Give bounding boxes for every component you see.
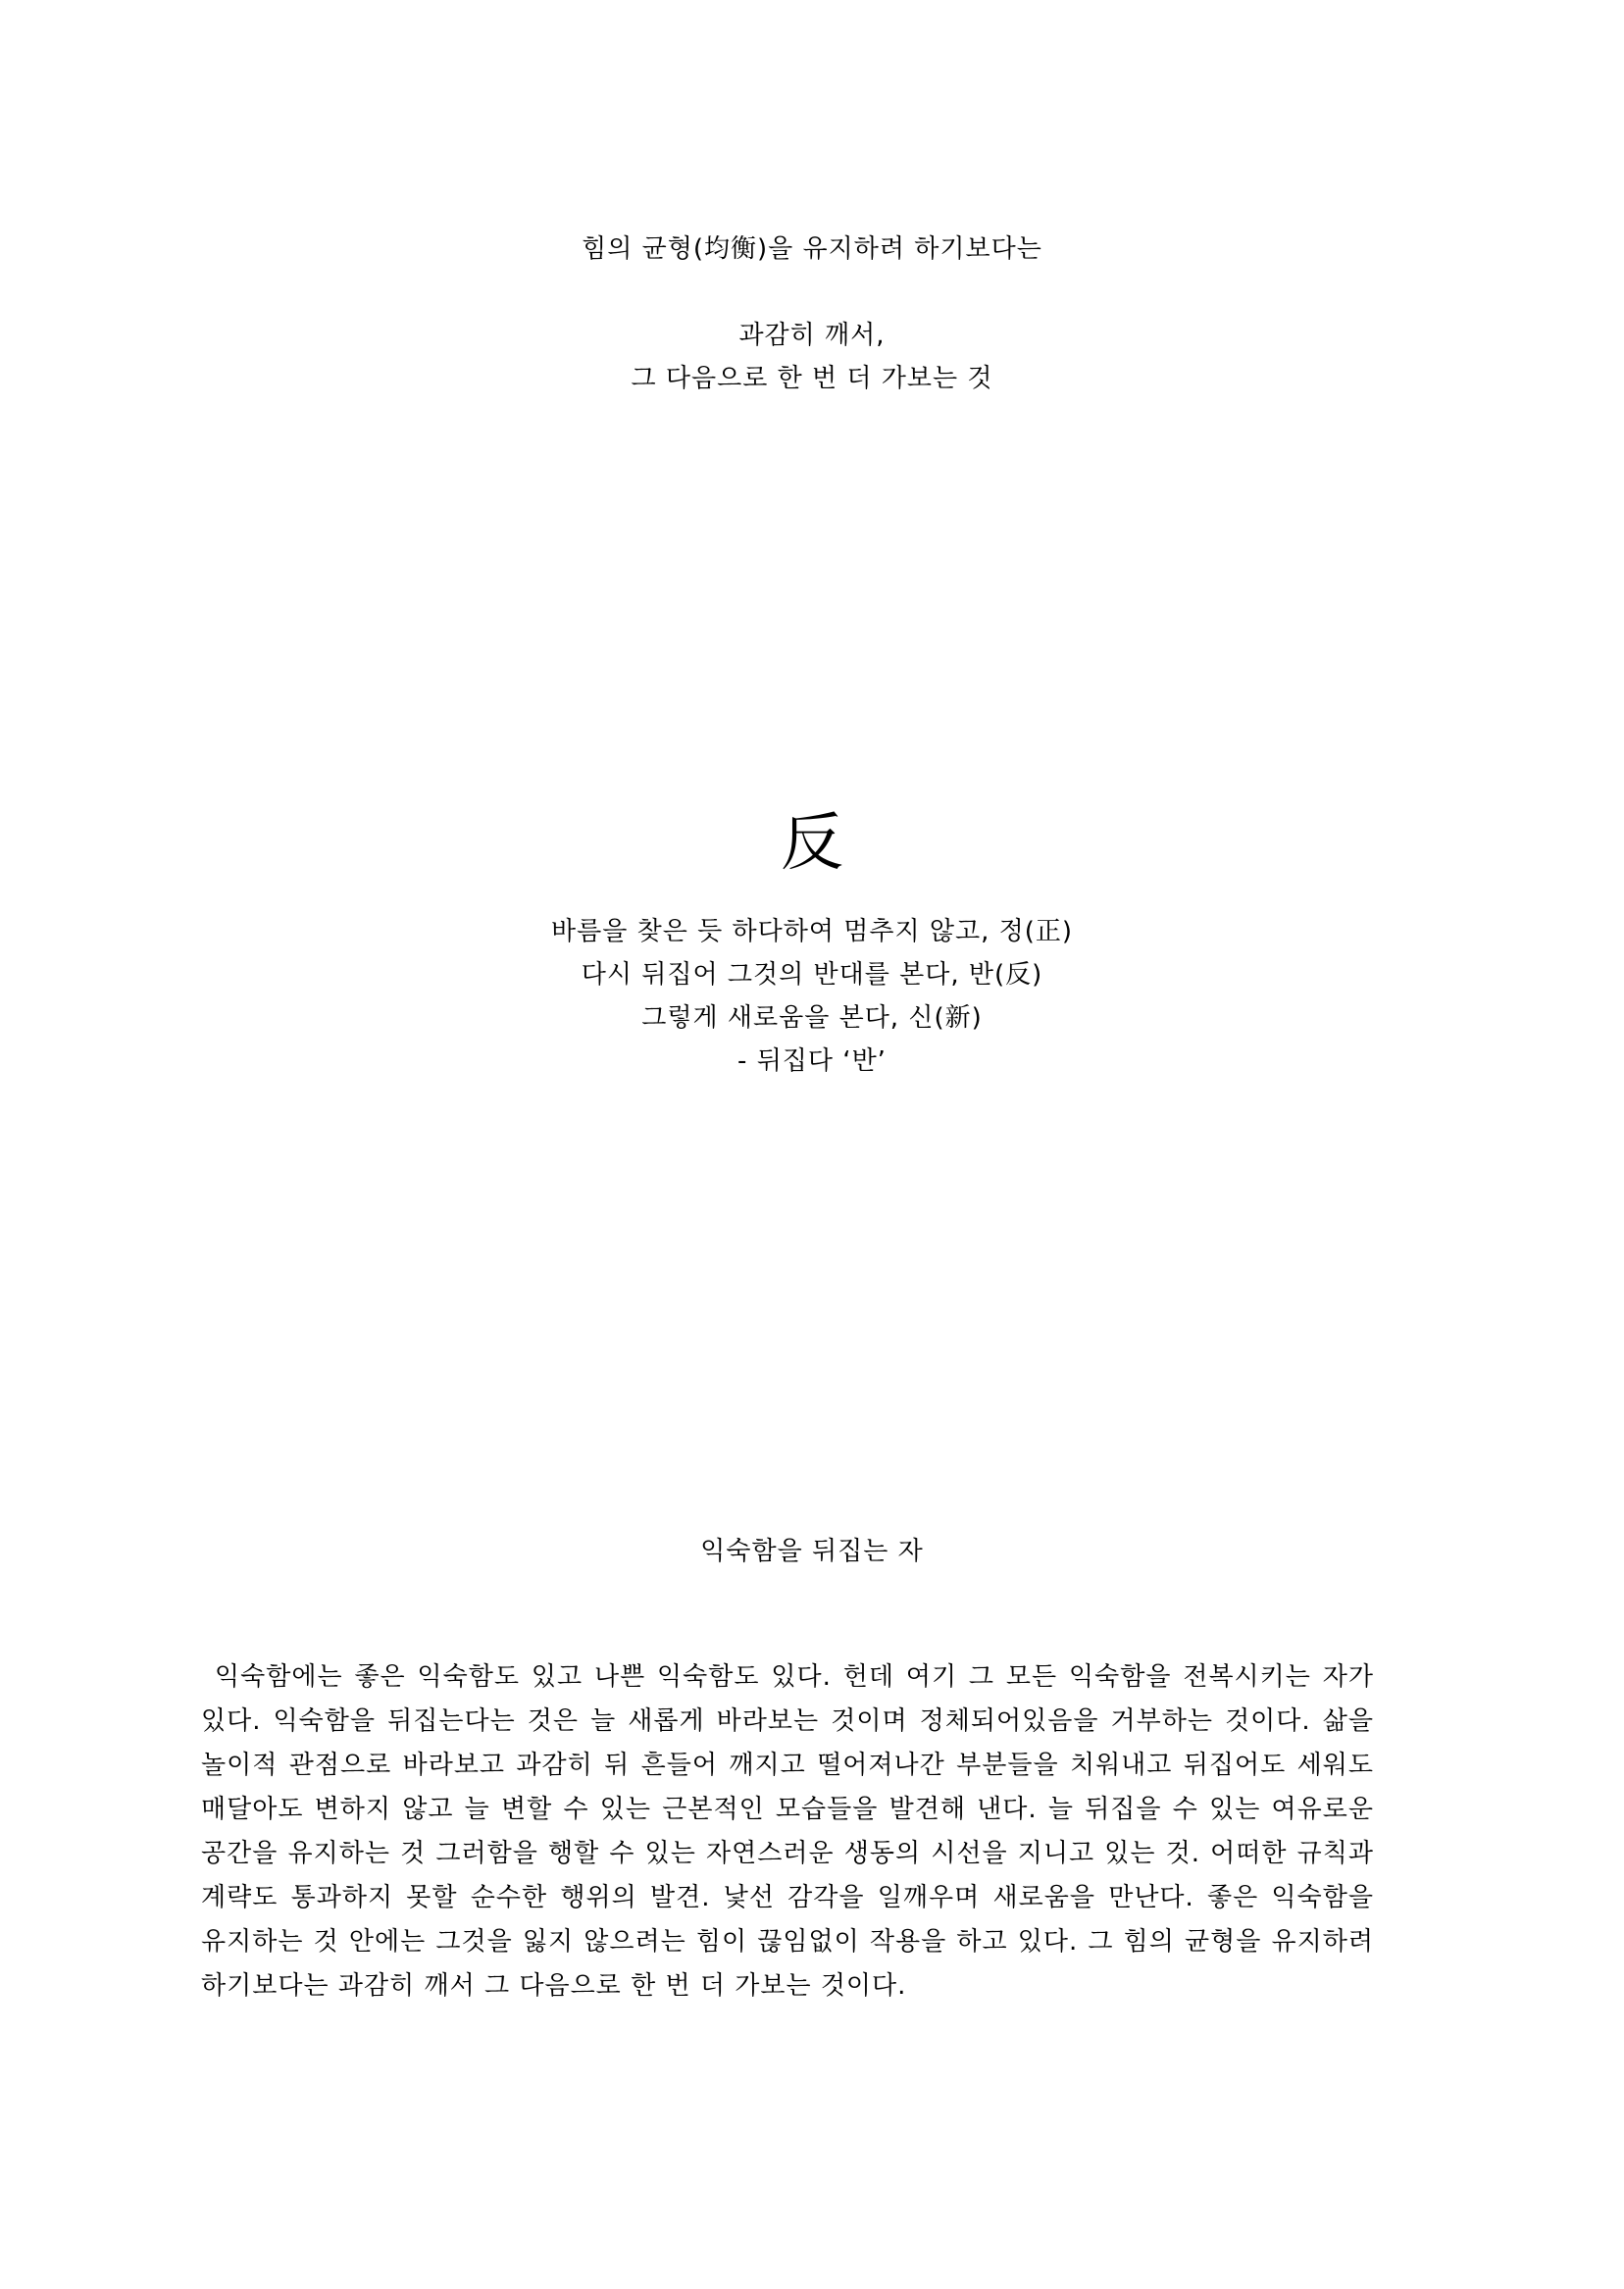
quote-line-3: 그 다음으로 한 번 더 가보는 것 xyxy=(631,364,993,393)
verse-line-3: 그렇게 새로움을 본다, 신(新) xyxy=(641,1003,983,1033)
quote-spacer xyxy=(0,271,1624,314)
verse xyxy=(0,910,1624,1083)
verse-line-4: - 뒤집다 ‘반’ xyxy=(737,1046,887,1076)
quote-line-1: 힘의 균형(均衡)을 유지하려 하기보다는 xyxy=(582,234,1042,264)
essay-paragraph: 익숙함에는 좋은 익숙함도 있고 나쁜 익숙함도 있다. 헌데 여기 그 모든 익숙함을 전복시키는 자가 있다. 익숙함을 뒤집는다는 것은 늘 새롭게 바라보는 것이며 정체되어있음을 거부하는 것이다. 삶을 놀이적 관점으로 바라보고 과감히 뒤 흔들어 깨지고 떨어져나간 부분들을 치워내고 뒤집어도 세워도 매달아도 변하지 않고 늘 변할 수 있는 근본적인 모습들을 발견해 낸다. 늘 뒤집을 수 있는 여유로운 공간을 유지하는 것 그러함을 행할 수 있는 자연스러운 생동의 시선을 지니고 있는 것. 어떠한 규칙과 계략도 통과하지 못할 순수한 행위의 발견. 낯선 감각을 일깨우며 새로움을 만난다. 좋은 익숙함을 유지하는 것 안에는 그것을 잃지 않으려는 힘이 끊임없이 작용을 하고 있다. 그 힘의 균형을 유지하려 하기보다는 과감히 깨서 그 다음으로 한 번 더 가보는 것이다. xyxy=(201,1662,1374,2001)
verse-line-1: 바름을 찾은 듯 하다하여 멈추지 않고, 정(正) xyxy=(551,917,1073,946)
verse-line-2: 다시 뒤집어 그것의 반대를 본다, 반(反) xyxy=(581,960,1043,990)
title-character: 反 xyxy=(781,807,843,880)
quote-line-2: 과감히 깨서, xyxy=(738,321,886,350)
section-title: 익숙함을 뒤집는 자 xyxy=(700,1537,924,1566)
opening-quote xyxy=(0,228,1624,400)
